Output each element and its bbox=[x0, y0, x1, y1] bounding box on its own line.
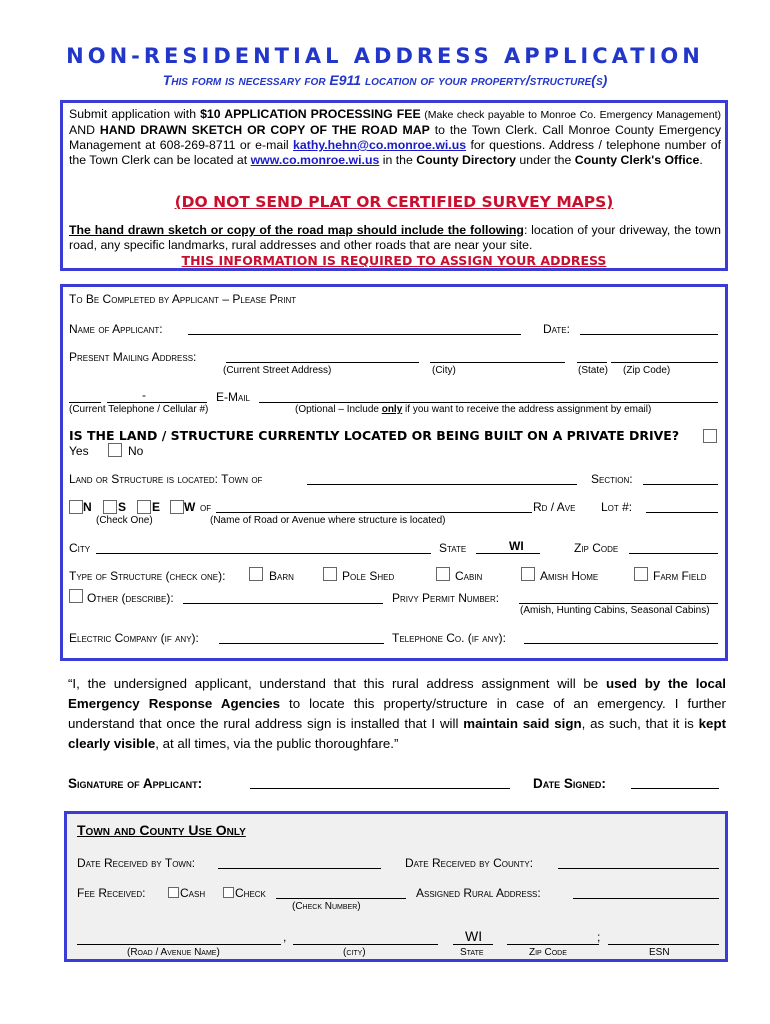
pole-shed-checkbox[interactable] bbox=[323, 567, 337, 581]
amish-home-checkbox[interactable] bbox=[521, 567, 535, 581]
esn-hint: ESN bbox=[649, 947, 670, 958]
street-hint: (Current Street Address) bbox=[223, 365, 332, 376]
name-label: Name of Applicant: bbox=[69, 322, 163, 336]
other-field[interactable] bbox=[183, 591, 383, 604]
private-drive-question: IS THE LAND / STRUCTURE CURRENTLY LOCATED OR BEING BUILT ON A PRIVATE DRIVE? bbox=[69, 428, 680, 443]
east-checkbox[interactable] bbox=[137, 500, 151, 514]
town-label: Land or Structure is located: Town of bbox=[69, 472, 263, 486]
office-city-field[interactable] bbox=[293, 932, 438, 945]
email-hint-post: if you want to receive the address assignment by email) bbox=[402, 404, 652, 415]
section-field[interactable] bbox=[643, 472, 718, 485]
office-use-section bbox=[64, 811, 728, 962]
barn-checkbox[interactable] bbox=[249, 567, 263, 581]
telephone-label: Telephone Co. (if any): bbox=[392, 631, 507, 645]
electric-field[interactable] bbox=[219, 631, 384, 644]
statement-part-1: “I, the undersigned applicant, understand that this rural address assignment will be bbox=[68, 676, 606, 691]
signature-field[interactable] bbox=[250, 776, 510, 789]
county-received-label: Date Received by County: bbox=[405, 856, 534, 870]
city-hint: (City) bbox=[432, 365, 456, 376]
street-field[interactable] bbox=[226, 350, 419, 363]
date-label: Date: bbox=[543, 322, 570, 336]
section-label: Section: bbox=[591, 472, 633, 486]
date-field[interactable] bbox=[580, 322, 718, 335]
website-link[interactable]: www.co.monroe.wi.us bbox=[250, 153, 380, 167]
fee-text: $10 APPLICATION PROCESSING FEE bbox=[200, 107, 421, 121]
statement-bold-1: used by the local Emergency Response Agencies bbox=[68, 676, 726, 711]
intro-text-6: in the bbox=[379, 153, 417, 167]
statement-part-2: to locate this property/structure in case of an emergency. I further understand that once the rural address sign is installed that I will bbox=[68, 696, 726, 731]
office-heading: Town and County Use Only bbox=[77, 822, 246, 838]
intro-text-2: (Make check payable to Monroe Co. Emergency Management) bbox=[420, 109, 722, 121]
office-state-value: WI bbox=[465, 928, 483, 944]
amish-home-label: Amish Home bbox=[540, 569, 599, 583]
applicant-section bbox=[60, 284, 728, 661]
form-title: NON-RESIDENTIAL ADDRESS APPLICATION bbox=[66, 44, 704, 68]
email-label: E-Mail bbox=[216, 390, 251, 404]
state-name-hint: State bbox=[460, 947, 484, 958]
clerk-office-text: County Clerk's Office bbox=[574, 153, 700, 167]
state-field[interactable] bbox=[577, 350, 607, 363]
cash-checkbox[interactable] bbox=[168, 887, 179, 898]
private-drive-checkbox[interactable] bbox=[703, 429, 717, 443]
fee-received-label: Fee Received: bbox=[77, 886, 146, 900]
assigned-address-label: Assigned Rural Address: bbox=[416, 886, 541, 900]
yes-label: Yes bbox=[69, 444, 89, 458]
no-label: No bbox=[128, 444, 144, 458]
intro-text-1: Submit application with bbox=[69, 107, 201, 121]
state-value: WI bbox=[509, 539, 524, 553]
phone-hint: (Current Telephone / Cellular #) bbox=[69, 404, 209, 415]
city-field[interactable] bbox=[430, 350, 565, 363]
telephone-field[interactable] bbox=[524, 631, 718, 644]
applicant-heading: To Be Completed by Applicant – Please Print bbox=[69, 292, 297, 306]
state-label: State bbox=[439, 541, 467, 555]
north-label: N bbox=[83, 500, 92, 514]
pole-shed-label: Pole Shed bbox=[342, 569, 395, 583]
type-label: Type of Structure (check one): bbox=[69, 569, 226, 583]
city-name-hint: (city) bbox=[343, 947, 366, 958]
required-notice: THIS INFORMATION IS REQUIRED TO ASSIGN YOUR ADDRESS bbox=[181, 253, 607, 268]
email-hint-only: only bbox=[381, 404, 403, 415]
intro-text-8: . bbox=[699, 153, 703, 167]
zip-code-hint: Zip Code bbox=[529, 947, 567, 958]
other-checkbox[interactable] bbox=[69, 589, 83, 603]
intro-text-7: under the bbox=[515, 153, 575, 167]
intro-text-3: AND bbox=[69, 123, 100, 137]
phone-dash: - bbox=[142, 388, 146, 402]
email-field[interactable] bbox=[259, 390, 718, 403]
name-field[interactable] bbox=[188, 322, 521, 335]
west-label: W bbox=[184, 500, 196, 514]
check-number-field[interactable] bbox=[276, 886, 406, 899]
intro-text-4: to the Town Clerk. Call Monroe County Emergency Management at 608-269-8711 or e-mail bbox=[69, 123, 721, 152]
other-label: Other (describe): bbox=[87, 591, 174, 605]
structure-zip-field[interactable] bbox=[629, 541, 718, 554]
state-hint: (State) bbox=[578, 365, 609, 376]
city-label: City bbox=[69, 541, 91, 555]
town-field[interactable] bbox=[307, 472, 577, 485]
statement-bold-3: kept clearly visible bbox=[68, 716, 726, 751]
form-subtitle: This form is necessary for E911 location of your property/structure(s) bbox=[162, 72, 608, 88]
applicant-statement bbox=[68, 674, 726, 754]
no-checkbox[interactable] bbox=[108, 443, 122, 457]
instructions-text bbox=[69, 107, 721, 168]
lot-field[interactable] bbox=[646, 500, 718, 513]
do-not-send-warning: (DO NOT SEND PLAT OR CERTIFIED SURVEY MAPS) bbox=[174, 193, 614, 211]
cabin-label: Cabin bbox=[455, 569, 483, 583]
sketch-requirement: HAND DRAWN SKETCH OR COPY OF THE ROAD MAP bbox=[99, 123, 430, 137]
signature-label: Signature of Applicant: bbox=[68, 776, 203, 791]
cash-label: Cash bbox=[180, 886, 206, 900]
privy-hint: (Amish, Hunting Cabins, Seasonal Cabins) bbox=[520, 605, 710, 616]
email-hint bbox=[295, 404, 651, 415]
town-received-field[interactable] bbox=[218, 856, 381, 869]
date-signed-field[interactable] bbox=[631, 776, 719, 789]
phone-field[interactable] bbox=[107, 390, 207, 403]
statement-part-3: , as such, that it is bbox=[581, 716, 699, 731]
county-received-field[interactable] bbox=[558, 856, 719, 869]
check-label: Check bbox=[235, 886, 266, 900]
lot-label: Lot #: bbox=[601, 500, 633, 514]
west-checkbox[interactable] bbox=[170, 500, 184, 514]
statement-bold-2: maintain said sign bbox=[463, 716, 582, 731]
privy-label: Privy Permit Number: bbox=[392, 591, 500, 605]
assigned-address-field[interactable] bbox=[573, 886, 719, 899]
town-received-label: Date Received by Town: bbox=[77, 856, 196, 870]
comma-separator: , bbox=[283, 930, 287, 944]
office-road-field[interactable] bbox=[77, 932, 281, 945]
mailing-label: Present Mailing Address: bbox=[69, 350, 197, 364]
zip-field[interactable] bbox=[611, 350, 718, 363]
area-code-field[interactable] bbox=[69, 390, 101, 403]
north-checkbox[interactable] bbox=[69, 500, 83, 514]
east-label: E bbox=[152, 500, 161, 514]
semicolon-separator: ; bbox=[597, 930, 601, 944]
date-signed-label: Date Signed: bbox=[533, 776, 606, 791]
cabin-checkbox[interactable] bbox=[436, 567, 450, 581]
instructions-box bbox=[60, 100, 728, 271]
electric-label: Electric Company (if any): bbox=[69, 631, 199, 645]
intro-text-5: for questions. Address / telephone number of the Town Clerk can be located at bbox=[69, 138, 721, 167]
check-number-hint: (Check Number) bbox=[292, 901, 361, 912]
road-field[interactable] bbox=[216, 500, 532, 513]
check-one-hint: (Check One) bbox=[96, 515, 153, 526]
statement-part-4: , at all times, via the public thoroughfare.” bbox=[155, 736, 399, 751]
of-label: of bbox=[200, 500, 212, 514]
barn-label: Barn bbox=[269, 569, 294, 583]
farm-field-label: Farm Field bbox=[653, 569, 707, 583]
sketch-heading: The hand drawn sketch or copy of the road map should include the following bbox=[69, 223, 524, 237]
office-zip-field[interactable] bbox=[507, 932, 599, 945]
office-esn-field[interactable] bbox=[608, 932, 719, 945]
south-checkbox[interactable] bbox=[103, 500, 117, 514]
email-link[interactable]: kathy.hehn@co.monroe.wi.us bbox=[293, 138, 467, 152]
farm-field-checkbox[interactable] bbox=[634, 567, 648, 581]
email-hint-pre: (Optional – Include bbox=[295, 404, 382, 415]
structure-city-field[interactable] bbox=[96, 541, 431, 554]
check-checkbox[interactable] bbox=[223, 887, 234, 898]
privy-field[interactable] bbox=[519, 591, 718, 604]
road-name-hint: (Road / Avenue Name) bbox=[127, 947, 220, 958]
zip-label: Zip Code bbox=[574, 541, 619, 555]
structure-state-field bbox=[476, 541, 540, 554]
south-label: S bbox=[118, 500, 127, 514]
zip-hint: (Zip Code) bbox=[623, 365, 671, 376]
directory-text: County Directory bbox=[416, 153, 516, 167]
rd-ave-label: Rd / Ave bbox=[533, 500, 576, 514]
sketch-instructions bbox=[69, 223, 721, 253]
sketch-text: : location of your driveway, the town road, any specific landmarks, rural addresses and other roads that are near your site. bbox=[69, 223, 721, 252]
road-hint: (Name of Road or Avenue where structure is located) bbox=[210, 515, 446, 526]
